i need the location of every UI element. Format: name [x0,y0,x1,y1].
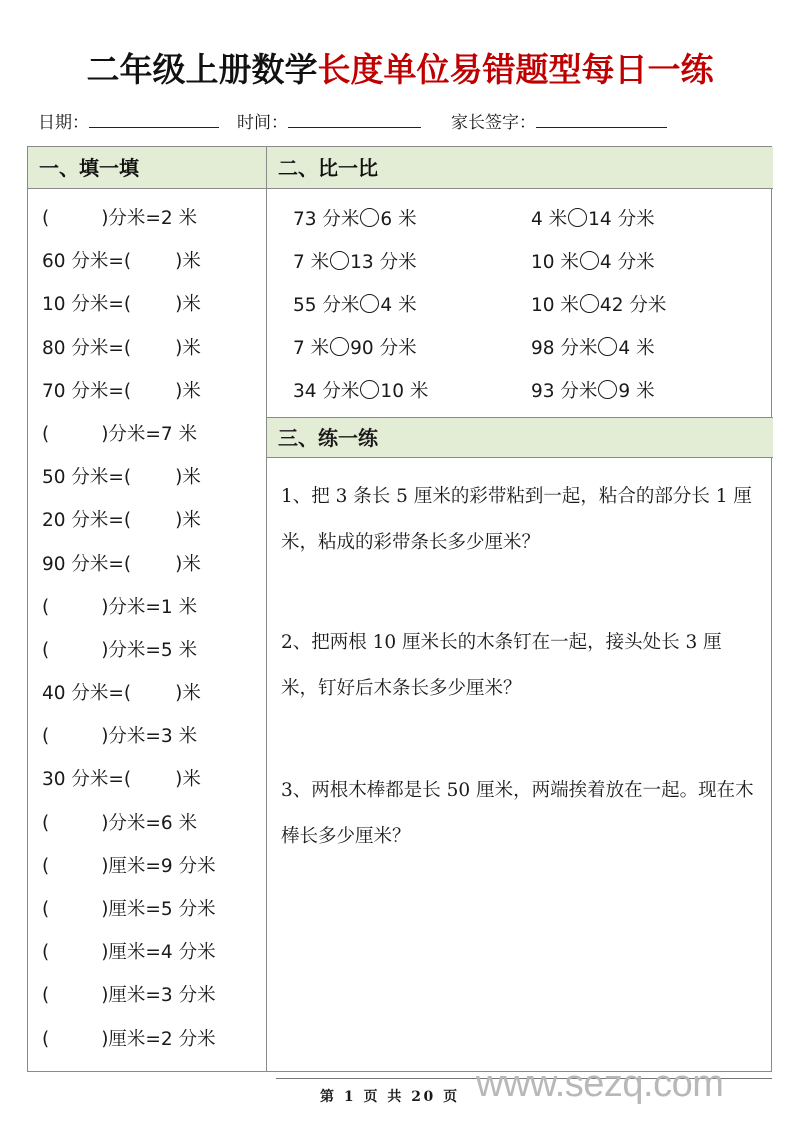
compare-left-operand: 10 米 [531,252,579,273]
compare-row [267,198,773,241]
fill-item-prefix: ( [42,423,50,445]
fill-item-suffix: )厘米=2 分米 [101,1028,216,1050]
fill-item-prefix: ( [42,596,50,618]
fill-in-item[interactable] [28,499,266,542]
section-heading-fill: 一、填一填 [28,147,266,189]
date-field[interactable] [38,108,219,133]
fill-in-item[interactable] [28,931,266,974]
signature-field[interactable] [451,108,667,133]
compare-expression[interactable] [507,198,757,241]
compare-right-operand: 13 分米 [350,252,417,273]
compare-left-operand: 98 分米 [531,338,598,359]
compare-expression[interactable] [267,284,507,327]
comparison-circle-icon[interactable] [360,208,379,227]
fill-item-suffix: )米 [175,337,201,359]
fill-item-suffix: )米 [175,251,201,273]
compare-expression[interactable] [267,241,507,284]
compare-right-operand: 4 分米 [599,252,655,273]
comparison-circle-icon[interactable] [580,294,599,313]
time-input-line[interactable] [288,110,421,128]
fill-item-suffix: )分米=2 米 [101,208,198,229]
practice-problem: 2、把两根 10 厘米长的木条钉在一起，接头处长 3 厘米，钉好后木条长多少厘米？ [281,632,722,699]
date-input-line[interactable] [89,110,219,128]
fill-item-prefix: ( [42,1028,50,1050]
fill-in-item[interactable] [28,327,266,370]
worksheet-table [27,146,772,1072]
fill-item-prefix: 90 分米=( [42,553,132,575]
fill-item-suffix: )厘米=3 分米 [101,985,216,1007]
comparison-circle-icon[interactable] [330,251,349,270]
compare-left-operand: 73 分米 [293,209,360,230]
compare-right-operand: 9 米 [618,381,655,402]
comparison-circle-icon[interactable] [360,294,379,313]
fill-item-prefix: ( [42,855,50,877]
fill-item-prefix: 60 分米=( [42,251,132,273]
date-label: 日期： [38,113,89,132]
section-heading-compare: 二、比一比 [267,147,773,189]
practice-problem: 1、把 3 条长 5 厘米的彩带粘到一起，粘合的部分长 1 厘米，粘成的彩带条长多少厘米？ [281,486,752,553]
fill-item-prefix: ( [42,639,50,661]
fill-in-item[interactable] [28,456,266,499]
compare-left-operand: 34 分米 [293,381,360,402]
compare-left-operand: 7 米 [293,252,330,273]
page-number-footer: 第 1 页 共 20 页 [320,1089,460,1105]
fill-item-suffix: )厘米=9 分米 [101,855,216,877]
comparison-circle-icon[interactable] [598,337,617,356]
compare-right-operand: 6 米 [380,209,417,230]
practice-problem-list [267,458,773,860]
fill-item-prefix: ( [42,942,50,964]
compare-expression[interactable] [267,327,507,370]
fill-in-item[interactable] [28,283,266,326]
comparison-circle-icon[interactable] [360,380,379,399]
signature-input-line[interactable] [536,110,667,128]
time-label: 时间： [237,113,288,132]
fill-item-suffix: )米 [175,510,201,532]
fill-item-prefix: 70 分米=( [42,380,132,402]
compare-left-operand: 93 分米 [531,381,598,402]
fill-in-item[interactable] [28,1018,266,1061]
comparison-circle-icon[interactable] [330,337,349,356]
fill-in-item[interactable] [28,888,266,931]
compare-right-operand: 4 米 [618,338,655,359]
fill-item-suffix: )米 [175,467,201,489]
practice-problem: 3、两根木棒都是长 50 厘米，两端挨着放在一起。现在木棒长多少厘米？ [281,780,754,847]
comparison-circle-icon[interactable] [568,208,587,227]
fill-item-prefix: ( [42,899,50,920]
fill-in-item[interactable] [28,413,266,456]
compare-left-operand: 55 分米 [293,295,360,316]
fill-item-prefix: 40 分米=( [42,683,132,705]
compare-row [267,327,773,370]
fill-in-column [28,147,267,1071]
compare-expression[interactable] [507,241,757,284]
info-row [38,108,778,134]
fill-in-item[interactable] [28,629,266,672]
signature-label: 家长签字： [451,113,536,132]
comparison-circle-icon[interactable] [580,251,599,270]
compare-left-operand: 7 米 [293,338,330,359]
fill-in-item[interactable] [28,715,266,758]
fill-item-prefix: 20 分米=( [42,510,132,532]
fill-in-item[interactable] [28,802,266,845]
fill-item-suffix: )米 [175,553,201,575]
fill-item-suffix: )米 [175,769,201,791]
compare-left-operand: 4 米 [531,209,568,230]
page-title-red: 长度单位易错题型每日一练 [317,50,714,89]
fill-in-list [28,189,266,1061]
time-field[interactable] [237,108,421,133]
compare-right-operand: 90 分米 [350,338,417,359]
fill-item-suffix: )分米=7 米 [101,423,198,445]
fill-item-prefix: ( [42,812,50,834]
fill-in-item[interactable] [28,758,266,801]
section-heading-practice: 三、练一练 [267,417,773,458]
compare-expression[interactable] [507,327,757,370]
fill-in-item[interactable] [28,240,266,283]
compare-row [267,370,773,413]
compare-right-operand: 4 米 [380,295,417,316]
fill-in-item[interactable] [28,845,266,888]
fill-item-suffix: )米 [175,683,201,705]
compare-expression[interactable] [267,370,507,413]
compare-expression[interactable] [507,284,757,327]
compare-list [267,189,773,417]
fill-item-suffix: )厘米=4 分米 [101,942,216,964]
fill-in-item[interactable] [28,370,266,413]
fill-item-prefix: ( [42,726,50,748]
fill-item-suffix: )分米=1 米 [101,596,198,618]
fill-item-suffix: )分米=3 米 [101,726,198,748]
page-title-black: 二年级上册数学 [86,50,318,89]
fill-item-prefix: 30 分米=( [42,769,132,791]
fill-item-prefix: 10 分米=( [42,294,132,316]
fill-in-item[interactable] [28,672,266,715]
compare-expression[interactable] [267,198,507,241]
compare-row [267,241,773,284]
fill-item-suffix: )米 [175,380,201,402]
compare-left-operand: 10 米 [531,295,579,316]
compare-right-operand: 10 米 [380,381,429,402]
fill-item-suffix: )分米=6 米 [101,812,198,834]
compare-row [267,284,773,327]
fill-item-prefix: 80 分米=( [42,337,132,359]
comparison-circle-icon[interactable] [598,380,617,399]
fill-in-item[interactable] [28,197,266,240]
fill-item-prefix: ( [42,985,50,1007]
fill-item-suffix: )米 [175,294,201,316]
compare-and-practice-column [267,147,773,1071]
fill-item-suffix: )分米=5 米 [101,639,198,661]
fill-in-item[interactable] [28,543,266,586]
fill-item-prefix: ( [42,208,50,229]
compare-right-operand: 14 分米 [588,209,655,230]
fill-item-prefix: 50 分米=( [42,467,132,489]
compare-right-operand: 42 分米 [599,295,667,316]
fill-in-item[interactable] [28,974,266,1017]
page-title [0,44,800,91]
fill-in-item[interactable] [28,586,266,629]
site-watermark: www.sezq.com [476,1063,724,1105]
fill-item-suffix: )厘米=5 分米 [101,899,216,920]
compare-expression[interactable] [507,370,757,413]
